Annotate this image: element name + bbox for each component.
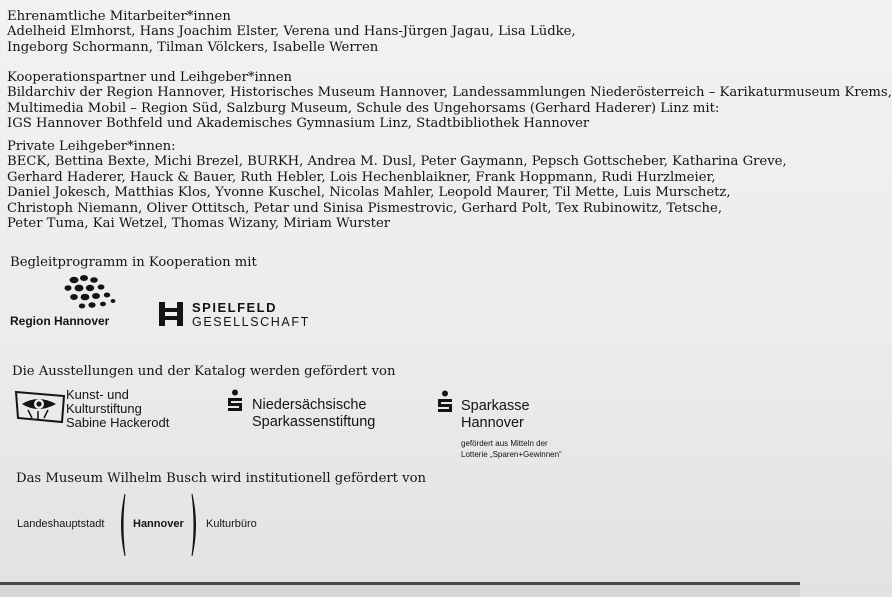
lhs-center-label: Hannover <box>133 518 184 530</box>
spielfeld-logo-icon <box>158 301 184 327</box>
sparkasse-s-icon <box>436 390 454 414</box>
volunteers-line: Ingeborg Schormann, Tilman Völckers, Isabelle Werren <box>7 39 379 55</box>
volunteers-line: Adelheid Elmhorst, Hans Joachim Elster, Verena und Hans-Jürgen Jagau, Lisa Lüdke, <box>7 24 576 40</box>
spielfeld-line2: GESELLSCHAFT <box>192 315 310 329</box>
private-lenders-line: Gerhard Haderer, Hauck & Bauer, Ruth Hebler, Lois Hechenblaikner, Frank Hoppmann, Rudi Hurzlmeier, <box>7 169 716 185</box>
partners-heading: Kooperationspartner und Leihgeber*innen <box>7 70 292 85</box>
partners-section <box>7 70 892 132</box>
region-hannover-logo-icon <box>62 274 118 314</box>
hackerodt-line1: Kunst- und <box>66 387 129 402</box>
private-lenders-section <box>7 139 787 231</box>
partners-line: Multimedia Mobil – Region Süd, Salzburg Museum, Schule des Ungehorsams (Gerhard Haderer) Linz mit: <box>7 100 720 116</box>
spk-line2: Hannover <box>461 415 524 431</box>
private-lenders-heading: Private Leihgeber*innen: <box>7 139 176 154</box>
hackerodt-line2: Kulturstiftung <box>66 401 142 416</box>
partners-line: Bildarchiv der Region Hannover, Historisches Museum Hannover, Landessammlungen Niederösterreich – Karikaturmuseum Krems, <box>7 85 892 101</box>
private-lenders-line: BECK, Bettina Bexte, Michi Brezel, BURKH, Andrea M. Dusl, Peter Gaymann, Pepsch Gottscheber, Katharina Greve, <box>7 154 787 170</box>
spielfeld-line1: SPIELFELD <box>192 300 278 315</box>
program-heading: Begleitprogramm in Kooperation mit <box>10 255 257 270</box>
bottom-strip <box>0 585 800 597</box>
eye-logo-icon <box>14 388 66 424</box>
sparkasse-s-icon <box>226 389 244 413</box>
lhs-right-label: Kulturbüro <box>206 518 257 530</box>
private-lenders-line: Peter Tuma, Kai Wetzel, Thomas Wizany, Miriam Wurster <box>7 216 391 232</box>
volunteers-section <box>7 9 576 55</box>
institutional-heading: Das Museum Wilhelm Busch wird institutionell gefördert von <box>16 471 427 486</box>
partners-line: IGS Hannover Bothfeld und Akademisches Gymnasium Linz, Stadtbibliothek Hannover <box>7 116 590 132</box>
private-lenders-line: Christoph Niemann, Oliver Ottitsch, Petar und Sinisa Pismestrovic, Gerhard Polt, Tex Rubinowitz, Tetsche, <box>7 200 723 216</box>
funding-heading: Die Ausstellungen und der Katalog werden gefördert von <box>12 364 396 379</box>
bracket-left-icon <box>117 494 127 556</box>
volunteers-heading: Ehrenamtliche Mitarbeiter*innen <box>7 9 231 24</box>
spk-note2: Lotterie „Sparen+Gewinnen“ <box>461 450 562 459</box>
nds-line2: Sparkassenstiftung <box>252 414 376 430</box>
nds-line1: Niedersächsische <box>252 397 367 413</box>
bracket-right-icon <box>190 494 200 556</box>
spk-note1: gefördert aus Mitteln der <box>461 439 548 448</box>
private-lenders-line: Daniel Jokesch, Matthias Klos, Yvonne Kuschel, Nicolas Mahler, Leopold Maurer, Til Mette, Luis Murschetz, <box>7 185 731 201</box>
spk-line1: Sparkasse <box>461 398 530 414</box>
region-hannover-label: Region Hannover <box>10 314 110 328</box>
hackerodt-line3: Sabine Hackerodt <box>66 415 170 430</box>
lhs-left-label: Landeshauptstadt <box>17 518 105 530</box>
